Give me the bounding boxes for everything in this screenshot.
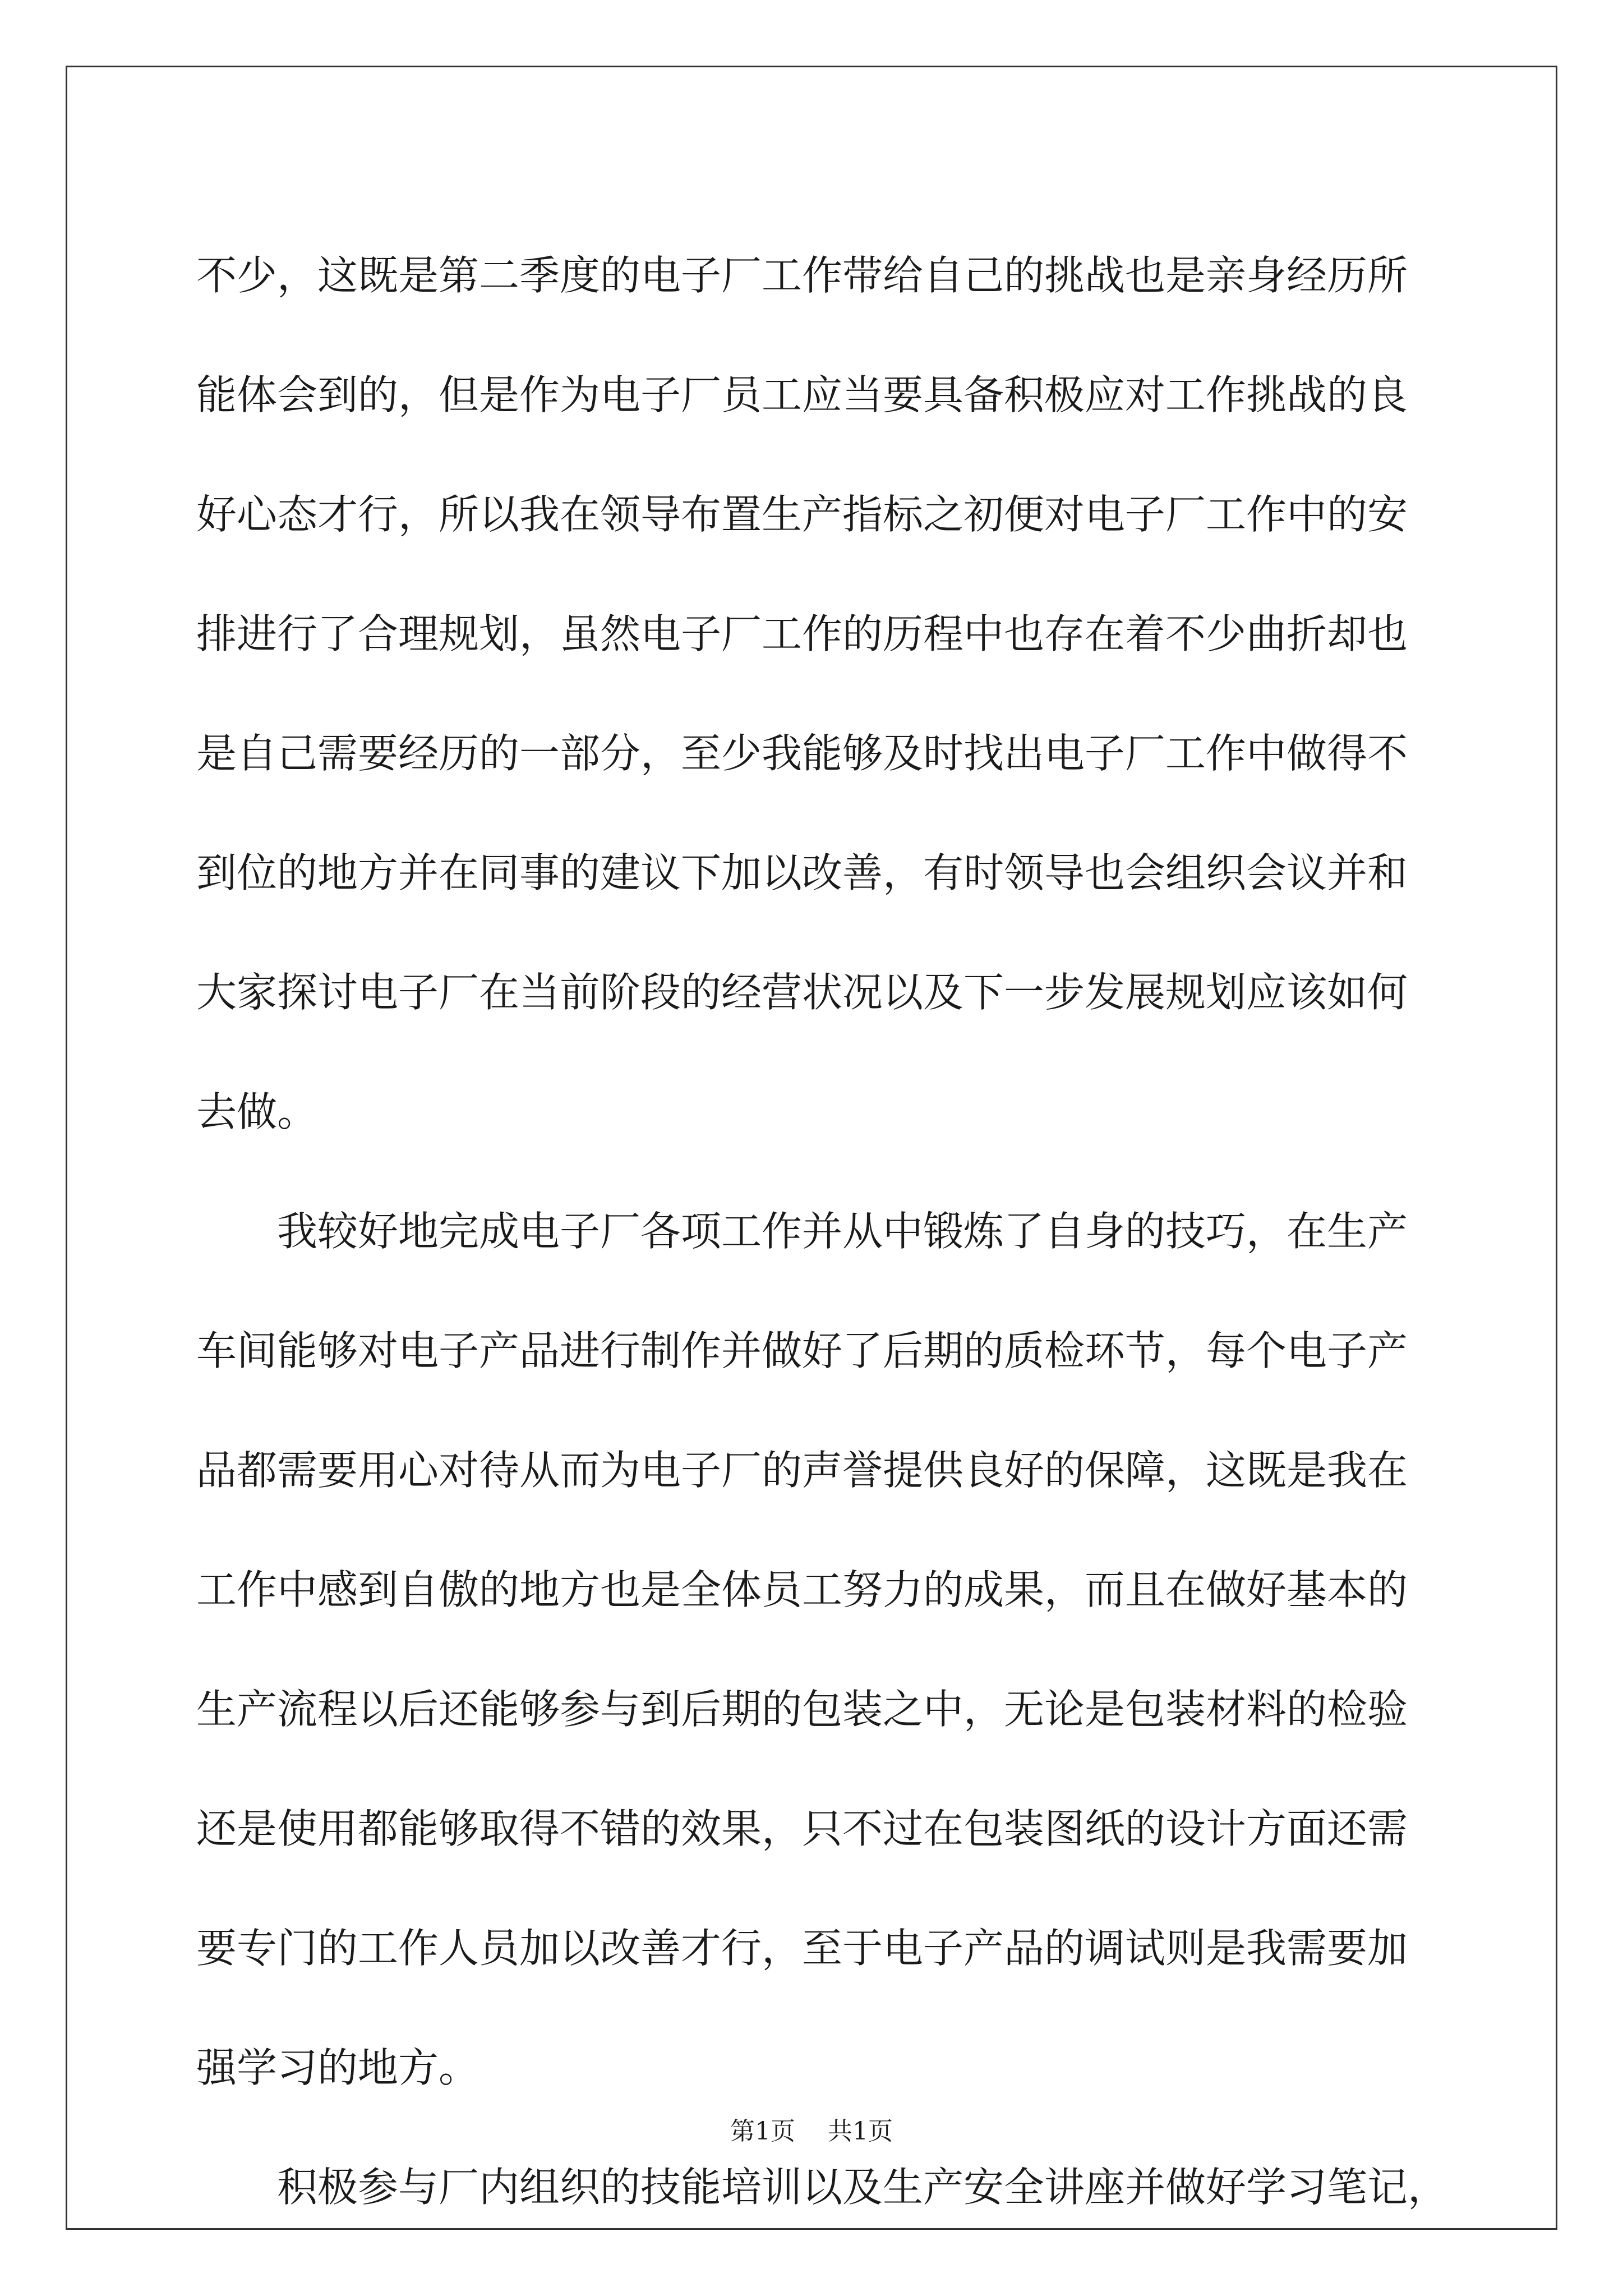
text-line: 去做。 — [196, 1088, 318, 1135]
text-line: 是自己需要经历的一部分，至少我能够及时找出电子厂工作中做得不 — [196, 730, 1408, 777]
text-line: 排进行了合理规划，虽然电子厂工作的历程中也存在着不少曲折却也 — [196, 610, 1408, 657]
text-line: 我较好地完成电子厂各项工作并从中锻炼了自身的技巧，在生产 — [277, 1208, 1408, 1255]
text-line: 大家探讨电子厂在当前阶段的经营状况以及下一步发展规划应该如何 — [196, 969, 1408, 1016]
text-line: 到位的地方并在同事的建议下加以改善，有时领导也会组织会议并和 — [196, 849, 1408, 896]
text-line: 不少，这既是第二季度的电子厂工作带给自己的挑战也是亲身经历所 — [196, 252, 1408, 299]
paragraph-1 — [196, 216, 1430, 1172]
paragraph-2 — [196, 1172, 1430, 2128]
page-number: 第1页 — [730, 2117, 795, 2146]
page-total: 共1页 — [828, 2117, 893, 2146]
text-line: 工作中感到自傲的地方也是全体员工努力的成果，而且在做好基本的 — [196, 1566, 1408, 1613]
text-line: 还是使用都能够取得不错的效果，只不过在包装图纸的设计方面还需 — [196, 1805, 1408, 1852]
text-line: 品都需要用心对待从而为电子厂的声誉提供良好的保障，这既是我在 — [196, 1447, 1408, 1494]
page-footer — [0, 2115, 1623, 2148]
text-line: 要专门的工作人员加以改善才行，至于电子产品的调试则是我需要加 — [196, 1925, 1408, 1972]
text-line: 强学习的地方。 — [196, 2044, 479, 2091]
text-line: 积极参与厂内组织的技能培训以及生产安全讲座并做好学习笔记， — [277, 2164, 1449, 2211]
text-line: 能体会到的，但是作为电子厂员工应当要具备积极应对工作挑战的良 — [196, 371, 1408, 418]
document-body — [196, 216, 1449, 2247]
text-line: 好心态才行，所以我在领导布置生产指标之初便对电子厂工作中的安 — [196, 491, 1408, 538]
text-line: 生产流程以后还能够参与到后期的包装之中，无论是包装材料的检验 — [196, 1686, 1408, 1733]
text-line: 车间能够对电子产品进行制作并做好了后期的质检环节，每个电子产 — [196, 1327, 1408, 1374]
